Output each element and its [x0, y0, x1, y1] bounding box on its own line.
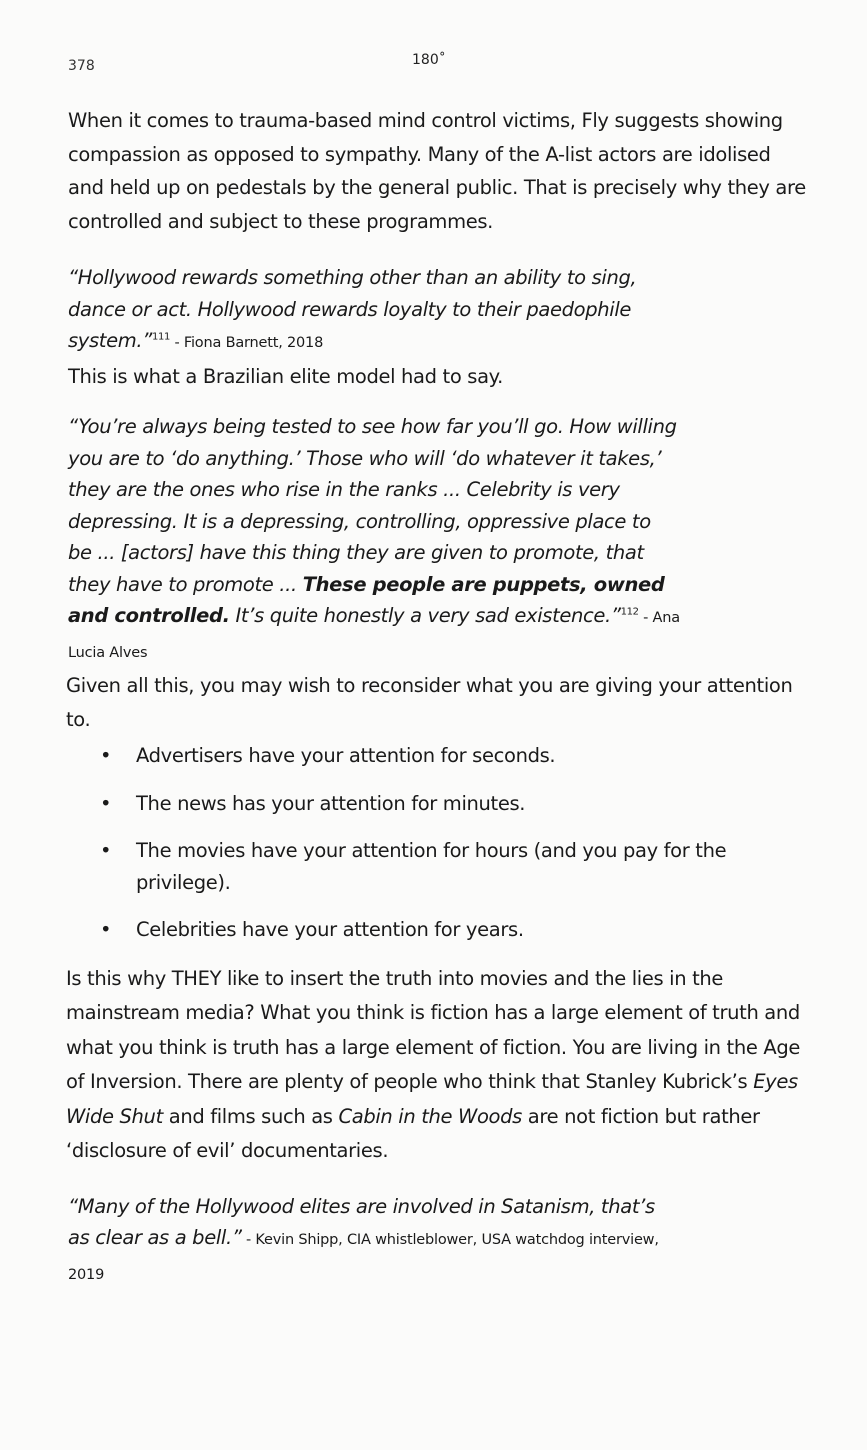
- quote-attribution: - Ana Lucia Alves: [68, 610, 680, 661]
- quote-attribution: - Fiona Barnett, 2018: [170, 335, 324, 351]
- film-title-eyes-wide-shut: Eyes Wide Shut: [66, 1070, 798, 1128]
- page-body: [68, 104, 810, 1291]
- paragraph-age-of-inversion: [66, 962, 810, 1169]
- blockquote-ana-lucia-alves: [68, 411, 680, 669]
- list-item: [68, 740, 810, 772]
- paragraph-reconsider-attention: Given all this, you may wish to reconsider what you are giving your attention to.: [66, 674, 793, 731]
- bullet-dot: •: [100, 791, 112, 815]
- bullet-dot: •: [100, 918, 112, 941]
- film-title-cabin-in-the-woods: Cabin in the Woods: [338, 1104, 522, 1128]
- quote-text: “Many of the Hollywood elites are involved in Satanism, that’s as clear as a bell.”: [68, 1194, 655, 1249]
- paragraph-text: and films such as: [162, 1104, 339, 1128]
- quote-bold-text: These people are puppets, owned and controlled.: [68, 572, 665, 627]
- paragraph-mind-control: When it comes to trauma-based mind control victims, Fly suggests showing compassion as opposed to sympathy. Many of the A-list actors are idolised and held up on pedestals by the general public. That is precisely why they are controlled and subject to these programmes.: [68, 109, 806, 233]
- quote-text: “You’re always being tested to see how far you’ll go. How willing you are to ‘do anything.’ Those who will ‘do whatever it takes,’ they are the ones who rise in the ranks ... Celebrity is very depressing. It is a depressing, controlling, oppressive place to be ... [actors] have this thing they are given to promote, that they have to promote ...: [68, 415, 677, 596]
- list-item-text: Celebrities have your attention for years.: [136, 918, 524, 941]
- blockquote-fiona-barnett: [68, 262, 680, 360]
- list-item: [68, 914, 810, 946]
- quote-text-end: It’s quite honestly a very sad existence.”: [229, 604, 621, 627]
- paragraph-text: Is this why THEY like to insert the truth into movies and the lies in the mainstream media? What you think is fiction has a large element of truth and what you think is truth has a large element of fiction. You are living in the Age of Inversion. There are plenty of people who think that Stanley Kubrick’s: [66, 966, 800, 1093]
- footnote-ref-111: 111: [152, 331, 171, 343]
- page-number: 378: [68, 58, 95, 74]
- paragraph-text: are not fiction but rather ‘disclosure of evil’ documentaries.: [66, 1104, 760, 1162]
- list-item: [68, 835, 810, 898]
- blockquote-kevin-shipp: [68, 1191, 680, 1292]
- list-item-text: Advertisers have your attention for seconds.: [136, 744, 556, 767]
- list-item: [68, 788, 810, 820]
- bullet-dot: •: [100, 744, 112, 767]
- list-item-text: The news has your attention for minutes.: [136, 791, 526, 815]
- bullet-dot: •: [100, 839, 112, 862]
- quote-attribution: - Kevin Shipp, CIA whistleblower, USA watchdog interview, 2019: [68, 1232, 659, 1283]
- attention-list: [68, 740, 810, 946]
- list-item-text: The movies have your attention for hours (and you pay for the privilege).: [136, 839, 727, 894]
- footnote-ref-112: 112: [620, 606, 639, 618]
- paragraph-brazilian-model: This is what a Brazilian elite model had to say.: [68, 364, 503, 388]
- running-head: 180˚: [412, 52, 446, 68]
- quote-text: “Hollywood rewards something other than an ability to sing, dance or act. Hollywood rewards loyalty to their paedophile system.”: [68, 266, 637, 352]
